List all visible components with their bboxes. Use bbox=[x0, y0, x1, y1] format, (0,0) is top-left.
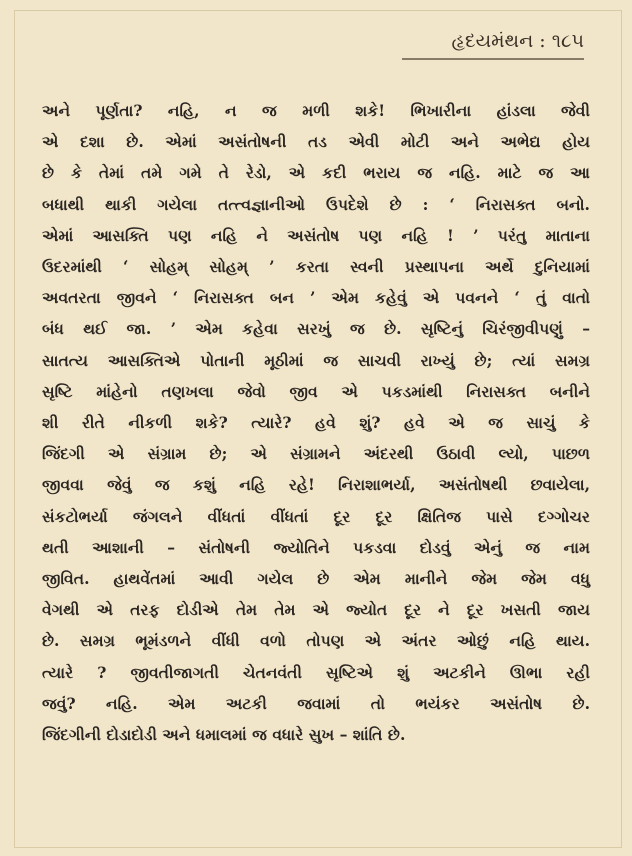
text-line: જીવિત. હાથવેંતમાં આવી ગયેલ છે એમ માનીને જેમ જેમ વધુ bbox=[42, 569, 590, 589]
text-line: જિંદગી એ સંગ્રામ છે; એ સંગ્રામને અંદરથી ઉઠાવી લ્યો, પાછળ bbox=[42, 444, 590, 464]
text-line: ઉદરમાંથી ‘ સોહમ્ સોહમ્ ’ કરતા સ્વની પ્રસ્થાપના અર્થે દુનિયામાં bbox=[42, 257, 590, 277]
text-line: જિંદગીની દોડાદોડી અને ધમાલમાં જ વધારે સુખ – શાંતિ છે. bbox=[42, 725, 406, 745]
running-head: હૃદયમંથન : ૧૮૫ bbox=[451, 30, 584, 52]
text-line: જીવવા જેવું જ કશું નહિ રહે! નિરાશાભર્યા, અસંતોષથી છવાયેલા, bbox=[42, 475, 590, 495]
text-line: વેગથી એ તરફ દોડીએ તેમ તેમ એ જ્યોત દૂર ને દૂર ખસતી જાય bbox=[42, 600, 590, 620]
text-line: શી રીતે નીકળી શકે? ત્યારે? હવે શું? હવે એ જ સાચું કે bbox=[42, 413, 590, 433]
text-line: જવું? નહિ. એમ અટકી જવામાં તો ભયંકર અસંતોષ છે. bbox=[42, 693, 590, 713]
text-line: ત્યારે ? જીવતીજાગતી ચેતનવંતી સૃષ્ટિએ શું અટકીને ઊભા રહી bbox=[42, 662, 590, 682]
text-line: એમાં આસક્તિ પણ નહિ ને અસંતોષ પણ નહિ ! ’ પરંતુ માતાના bbox=[42, 225, 590, 245]
text-line: અને પૂર્ણતા? નહિ, ન જ મળી શકે! ભિખારીના હાંડલા જેવી bbox=[42, 101, 590, 120]
text-line: સંકટોભર્યા જંગલને વીંધતાં વીંધતાં દૂર દૂર ક્ષિતિજ પાસે દગ્ગોચર bbox=[42, 506, 590, 526]
text-line: અવતરતા જીવને ‘ નિરાસક્ત બન ’ એમ કહેવું એ પવનને ‘ તું વાતો bbox=[42, 288, 590, 308]
running-head-underline bbox=[402, 58, 584, 60]
text-line: એ દશા છે. એમાં અસંતોષની તડ એવી મોટી અને અભેદ્ય હોય bbox=[42, 132, 590, 152]
text-line: બંધ થઈ જા. ’ એમ કહેવા સરખું જ છે. સૃષ્ટિનું ચિરંજીવીપણું – bbox=[42, 319, 590, 339]
text-line: બધાથી થાકી ગયેલા તત્ત્વજ્ઞાનીઓ ઉપદેશે છે : ‘ નિરાસક્ત બનો. bbox=[42, 194, 590, 214]
text-line: છે. સમગ્ર ભૂમંડળને વીંધી વળો તોપણ એ અંતર ઓછું નહિ થાય. bbox=[42, 631, 590, 651]
text-line: છે કે તેમાં તમે ગમે તે રેડો, એ કદી ભરાય જ નહિ. માટે જ આ bbox=[42, 163, 590, 183]
text-line: સૃષ્ટિ માંહેનો તણખલા જેવો જીવ એ પકડમાંથી નિરાસક્ત બનીને bbox=[42, 381, 590, 401]
text-line: થતી આશાની – સંતોષની જ્યોતિને પકડવા દોડવું એનું જ નામ bbox=[42, 537, 590, 557]
text-line: સાતત્ય આસક્તિએ પોતાની મૂઠીમાં જ સાચવી રાખ્યું છે; ત્યાં સમગ્ર bbox=[42, 350, 590, 370]
body-paragraph bbox=[42, 95, 590, 750]
